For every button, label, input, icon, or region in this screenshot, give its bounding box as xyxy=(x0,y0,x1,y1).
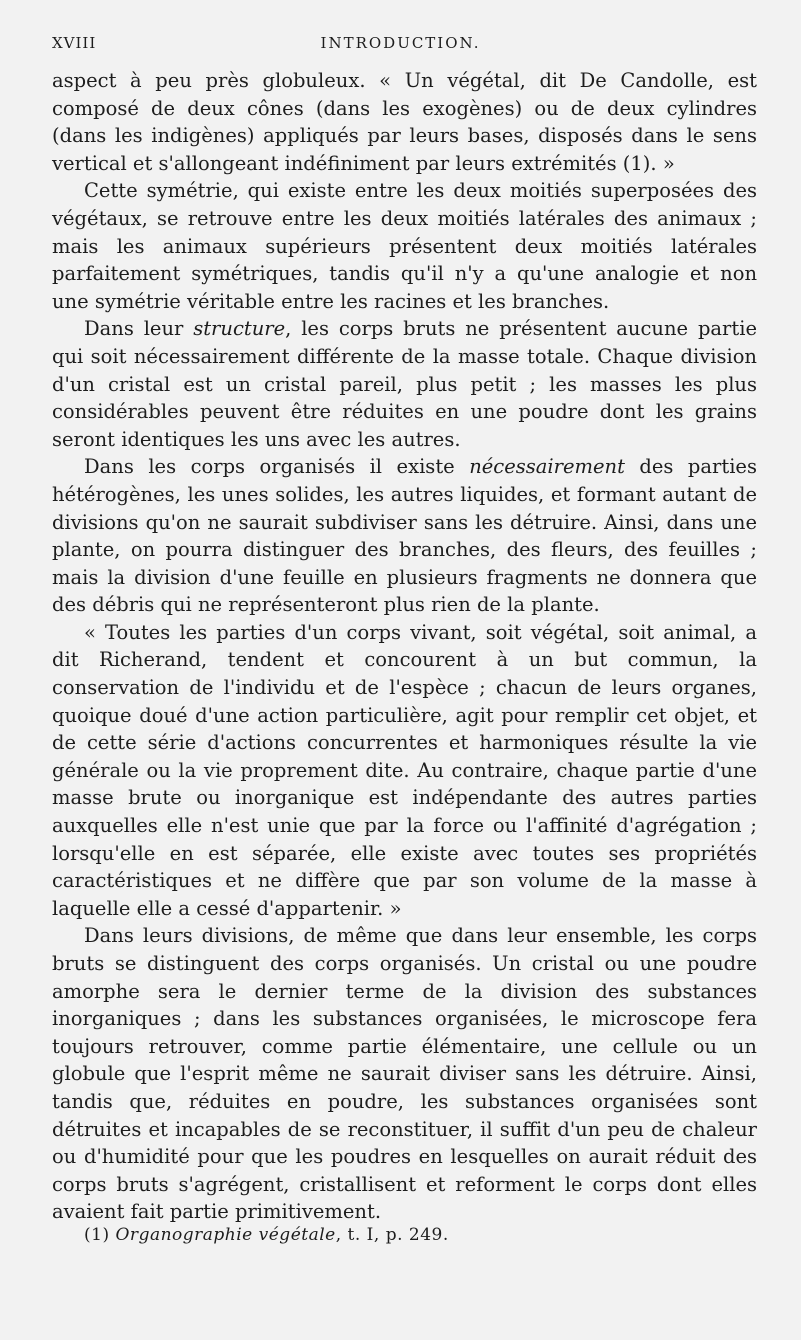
body-text xyxy=(52,67,757,1226)
paragraph-1: aspect à peu près globuleux. « Un végétal, dit De Candolle, est composé de deux cônes (dans les exogènes) ou de deux cylindres (dans les indigènes) appliqués par leurs bases, disposés dans le sens vertical et s'allongeant indéfiniment par leurs extrémités (1). » xyxy=(52,69,757,175)
footnote-marker: (1) xyxy=(84,1225,110,1245)
page-header xyxy=(0,34,801,58)
footnote-ref: , t. I, p. 249. xyxy=(335,1225,449,1245)
footnote xyxy=(84,1225,449,1245)
emphasis-necessairement: nécessairement xyxy=(469,455,625,479)
paragraph-6: Dans leurs divisions, de même que dans leur ensemble, les corps bruts se distinguent des corps organisés. Un cristal ou une poudre amorphe sera le dernier terme de la division des substances inorganiques ; dans les substances organisées, le microscope fera toujours retrouver, comme partie élémentaire, une cellule ou un globule que l'esprit même ne saurait diviser sans les détruire. Ainsi, tandis que, réduites en poudre, les substances organisées sont détruites et incapables de se reconstituer, il suffit d'un peu de chaleur ou d'humidité pour que les poudres en lesquelles on aurait réduit des corps bruts s'agrégent, cristallisent et reforment le corps dont elles avaient fait partie primitivement. xyxy=(52,924,757,1224)
paragraph-5-quote: « Toutes les parties d'un corps vivant, soit végétal, soit animal, a dit Richerand, tendent et concourent à un but commun, la conservation de l'individu et de l'espèce ; chacun de leurs organes, quoique doué d'une action particulière, agit pour remplir cet objet, et de cette série d'actions concurrentes et harmoniques résulte la vie générale ou la vie proprement dite. Au contraire, chaque partie d'une masse brute ou inorganique est indépendante des autres parties auxquelles elle n'est unie que par la force ou l'affinité d'agrégation ; lorsqu'elle en est séparée, elle existe avec toutes ses propriétés caractéristiques et ne diffère que par son volume de la masse à laquelle elle a cessé d'appartenir. » xyxy=(52,620,757,920)
footnote-title: Organographie végétale xyxy=(115,1225,336,1245)
emphasis-structure: structure xyxy=(193,317,286,341)
paragraph-3: Dans leur structure, les corps bruts ne présentent aucune partie qui soit nécessairement différente de la masse totale. Chaque division d'un cristal est un cristal pareil, plus petit ; les masses les plus considérables peuvent être réduites en une poudre dont les grains seront identiques les uns avec les autres. xyxy=(52,317,757,451)
running-title: INTRODUCTION. xyxy=(320,34,481,52)
paragraph-4: Dans les corps organisés il existe nécessairement des parties hétérogènes, les unes solides, les autres liquides, et formant autant de divisions qu'on ne saurait subdiviser sans les détruire. Ainsi, dans une plante, on pourra distinguer des branches, des fleurs, des feuilles ; mais la division d'une feuille en plusieurs fragments ne donnera que des débris qui ne représenteront plus rien de la plante. xyxy=(52,455,757,617)
paragraph-2: Cette symétrie, qui existe entre les deux moitiés superposées des végétaux, se retrouve entre les deux moitiés latérales des animaux ; mais les animaux supérieurs présentent deux moitiés latérales parfaitement symétriques, tandis qu'il n'y a qu'une analogie et non une symétrie véritable entre les racines et les branches. xyxy=(52,179,757,313)
page-number: XVIII xyxy=(52,34,97,52)
